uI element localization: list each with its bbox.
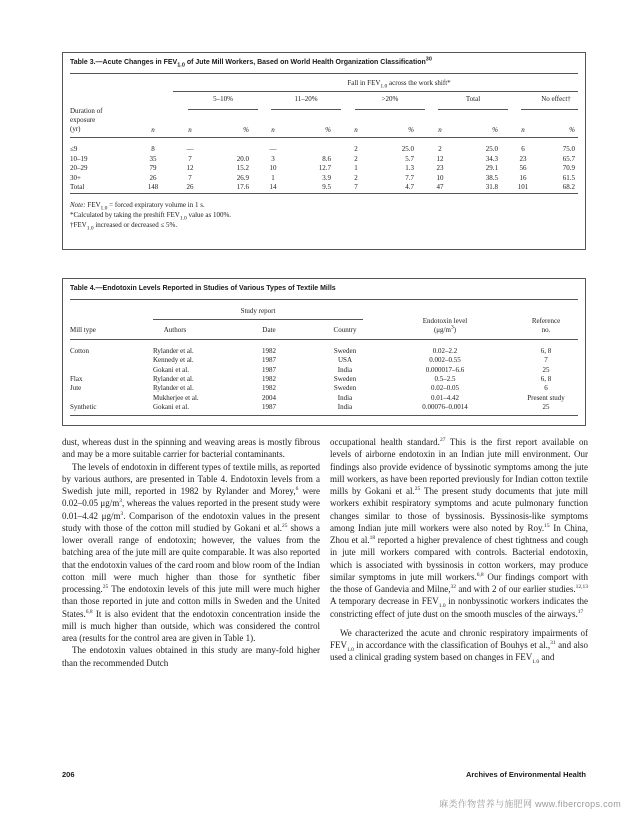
table-4-country: Sweden <box>333 347 357 355</box>
table-4-head-country: Country <box>333 326 357 334</box>
table-4-head-rule <box>70 339 578 340</box>
table-3-cell: — <box>186 145 194 153</box>
table-3-cell: 7 <box>188 154 192 163</box>
table-3-cell: 17.6 <box>236 183 249 191</box>
table-4-mill-type: Cotton <box>70 347 90 355</box>
table-4-country: India <box>337 393 353 402</box>
table-4-date: 1987 <box>262 356 276 365</box>
table-4-reference: 6 <box>544 384 548 393</box>
table-4-head-authors: Authors <box>163 326 187 334</box>
table-3-group-rule <box>521 109 578 110</box>
table-4-endotoxin-level: 0.000017–6.6 <box>425 365 465 374</box>
table-3-cell: 23 <box>436 164 444 172</box>
table-3-subhead: % <box>243 126 249 134</box>
watermark: 麻类作物营养与施肥网 www.fibercrops.com <box>439 799 621 809</box>
table-3-cell: 68.2 <box>562 183 575 191</box>
table-3-spanner: Fall in $FEV_{1.0}$ across the work shift* <box>347 79 451 90</box>
table-4-date: 1987 <box>262 365 276 374</box>
table-3-cell: 148 <box>147 183 159 191</box>
table-3-cell: 7.7 <box>405 173 414 182</box>
table-3-group-rule <box>271 109 341 110</box>
table-4-date: 1987 <box>262 402 276 411</box>
paragraph: dust, whereas dust in the spinning and weaving areas is mostly fibrous and may be a more suitable carrier for bacterial contaminants. <box>62 437 320 460</box>
table-4-date: 1982 <box>262 347 276 355</box>
table-3-cell: 2 <box>354 154 358 163</box>
table-3-subhead: % <box>569 126 575 134</box>
table-3-cell: 70.9 <box>562 164 575 172</box>
table-3-cell: 10 <box>269 164 277 172</box>
paragraph: We characterized the acute and chronic respiratory impairments of $FEV_{1.0}$ in accordance with the classification of Bouhys et al.,$^{31}$ and also used a clinical grading system based on changes in $FEV_{1.0}$ and <box>330 627 588 666</box>
table-3-subhead: n <box>354 126 358 134</box>
table-3-cell: 20.0 <box>236 154 249 163</box>
table-4-head-level-unit: $(\mu g/m^3)$ <box>433 324 457 334</box>
table-3-cell: 2 <box>354 145 358 153</box>
table-3-row-label: 30+ <box>70 173 81 182</box>
table-4-date: 2004 <box>262 393 276 402</box>
table-4-endotoxin-level: 0.01–4.42 <box>431 393 459 402</box>
table-3-cell: 75.0 <box>562 145 575 153</box>
table-4-country: Sweden <box>333 374 357 383</box>
table-3-stub-head: (yr) <box>70 125 81 133</box>
table-4-country: India <box>337 402 353 411</box>
table-3-head-rule <box>70 137 578 138</box>
table-4-author: Rylander et al. <box>153 374 194 383</box>
paragraph: The endotoxin values obtained in this study are many-fold higher than the recommended Dutch <box>62 645 320 668</box>
table-4-spanner: Study report <box>240 307 276 315</box>
table-3-footnote: *Calculated by taking the preshift $FEV_{1.0}$ value as 100%. <box>70 211 232 222</box>
table-3-cell: 29.1 <box>485 164 498 172</box>
table-3-stub-head: exposure <box>70 116 96 124</box>
table-3-row-label: ≤9 <box>70 145 78 153</box>
table-3-cell: 25.0 <box>485 145 498 153</box>
table-4-head-mill-type: Mill type <box>70 326 96 334</box>
table-3-subhead: % <box>325 126 331 134</box>
table-4-reference: 6, 8 <box>540 347 552 355</box>
table-4 <box>62 278 586 426</box>
table-3-cell: 1 <box>271 173 275 182</box>
table-3-cell: 2 <box>354 173 358 182</box>
table-3-row-label: Total <box>70 183 85 191</box>
table-3 <box>62 52 586 250</box>
table-3-group-head: >20% <box>381 95 399 103</box>
table-4-top-rule <box>70 299 578 300</box>
table-4-mill-type: Synthetic <box>70 402 97 411</box>
table-4-head-reference-no: no. <box>541 326 551 334</box>
table-4-spanner-rule <box>153 319 363 320</box>
table-4-author: Kennedy et al. <box>153 356 194 365</box>
table-3-group-rule <box>355 109 425 110</box>
table-4-reference: 25 <box>542 402 550 411</box>
table-3-cell: 38.5 <box>485 173 498 182</box>
body-column-right <box>330 436 588 664</box>
table-3-group-rule <box>438 109 508 110</box>
table-4-author: Gokani et al. <box>153 402 189 411</box>
table-4-endotoxin-level: 0.02–0.05 <box>431 384 459 393</box>
table-3-cell: 10 <box>436 173 444 182</box>
table-4-bottom-rule <box>70 415 578 416</box>
table-3-spanner-rule <box>173 91 578 92</box>
table-3-cell: — <box>269 145 277 153</box>
table-3-cell: 47 <box>436 183 444 191</box>
table-4-endotoxin-level: 0.02–2.2 <box>432 347 458 355</box>
table-4-reference: 25 <box>542 365 550 374</box>
table-3-cell: 101 <box>517 183 529 191</box>
table-3-group-head: 11–20% <box>294 95 318 103</box>
table-4-mill-type: Flax <box>70 374 83 383</box>
table-3-cell: 56 <box>519 164 527 172</box>
table-3-group-rule <box>188 109 258 110</box>
table-4-head-reference: Reference <box>531 317 561 325</box>
table-3-cell: 3 <box>271 154 275 163</box>
table-3-cell: 31.8 <box>485 183 498 191</box>
table-4-author: Rylander et al. <box>153 347 194 355</box>
table-3-cell: 1 <box>354 164 358 172</box>
journal-name: Archives of Environmental Health <box>465 770 586 779</box>
table-3-cell: 3.9 <box>322 173 331 182</box>
table-4-author: Gokani et al. <box>153 365 189 374</box>
table-3-subhead: n <box>271 126 275 134</box>
table-3-group-head: Total <box>465 95 481 103</box>
table-3-stub-head: Duration of <box>70 107 103 115</box>
table-4-author: Rylander et al. <box>153 384 194 393</box>
table-4-date: 1982 <box>262 374 276 383</box>
table-4-mill-type: Jute <box>70 384 82 393</box>
table-3-cell: 12.7 <box>318 164 331 172</box>
table-3-cell: 7 <box>354 183 358 191</box>
table-3-cell: 6 <box>521 145 525 153</box>
table-4-reference: Present study <box>527 393 565 402</box>
table-3-cell: 7 <box>188 173 192 182</box>
table-3-cell: 8.6 <box>322 154 331 163</box>
table-3-title: Table 3.—Acute Changes in $FEV_{1.0}$ of Jute Mill Workers, Based on World Health Organization Classification$^{30}$ <box>70 56 432 69</box>
table-4-head-level: Endotoxin level <box>422 317 468 325</box>
table-4-country: India <box>337 365 353 374</box>
table-3-cell: 35 <box>149 154 157 163</box>
table-3-group-head: 5–10% <box>213 95 233 103</box>
table-4-reference: 6, 8 <box>540 374 552 383</box>
table-4-endotoxin-level: 0.5–2.5 <box>434 374 456 383</box>
table-3-cell: 26 <box>186 183 194 191</box>
body-column-left <box>62 436 320 669</box>
table-3-cell: 1.3 <box>405 164 414 172</box>
table-3-subhead: n <box>438 126 442 134</box>
table-3-cell: 9.5 <box>322 183 331 191</box>
table-3-cell: 23 <box>519 154 527 163</box>
table-3-cell: 34.3 <box>485 154 498 163</box>
table-4-title: Table 4.—Endotoxin Levels Reported in Studies of Various Types of Textile Mills <box>70 285 336 292</box>
table-3-cell: 79 <box>149 164 157 172</box>
table-3-note: Note: $FEV_{1.0}$ = forced expiratory volume in 1 s. <box>70 201 205 212</box>
table-3-row-label: 20–29 <box>70 164 88 172</box>
table-3-cell: 12 <box>436 154 444 163</box>
table-3-cell: 26.9 <box>236 173 249 182</box>
table-3-cell: 8 <box>151 145 155 153</box>
table-3-bottom-rule <box>70 193 578 194</box>
table-4-country: Sweden <box>333 384 357 393</box>
table-3-cell: 5.7 <box>405 154 414 163</box>
table-3-cell: 14 <box>269 183 277 191</box>
table-4-country: USA <box>337 356 353 365</box>
table-4-endotoxin-level: 0.002–0.55 <box>429 356 461 365</box>
table-3-group-head: No effect† <box>541 95 571 103</box>
table-3-subhead: % <box>492 126 498 134</box>
table-4-endotoxin-level: 0.00076–0.0014 <box>422 402 468 411</box>
table-3-cell: 25.0 <box>401 145 414 153</box>
table-3-cell: 61.5 <box>562 173 575 182</box>
table-4-reference: 7 <box>544 356 548 365</box>
table-3-subhead: n <box>521 126 525 134</box>
table-3-subhead: n <box>151 126 155 134</box>
paragraph: The levels of endotoxin in different types of textile mills, as reported by various authors, are presented in Table 4. Endotoxin levels from a Swedish jute mill, reported in 1982 by Rylander and Morey,$^6$ were 0.02–0.05 $\mu g/m^3$, whereas the values reported in the present study were 0.01–4.42 $\mu g/m^3$. Comparison of the endotoxin values in the present study with those of the cotton mill studied by Gokani et al.$^{25}$ shows a lower overall range of endotoxin; however, the values from the batching area of the jute mill are quite comparable. It was also reported that the endotoxin values of the card room and blow room of the Indian cotton mill were much higher than those for synthetic fiber processing.$^{25}$ The endotoxin levels of this jute mill were much higher than those reported in jute and cotton mills in Sweden and the United States.$^{6,8}$ It is also evident that the endotoxin concentration inside the mill is much higher than outside, which was considered the control area (results for the control area are given in Table 1). <box>62 461 321 643</box>
table-4-date: 1982 <box>262 384 276 393</box>
table-3-subhead: % <box>408 126 414 134</box>
table-4-head-date: Date <box>262 326 276 334</box>
table-3-cell: 2 <box>438 145 442 153</box>
table-3-footnote: $\dagger FEV_{1.0}$ increased or decreased ≤ 5%. <box>70 221 178 232</box>
table-3-row-label: 10–19 <box>70 154 88 163</box>
table-3-cell: 16 <box>519 173 527 182</box>
table-3-top-rule <box>70 73 578 74</box>
table-4-author: Mukherjee et al. <box>153 393 199 402</box>
table-3-subhead: n <box>188 126 192 134</box>
table-3-cell: 26 <box>149 173 157 182</box>
table-3-cell: 15.2 <box>236 164 249 172</box>
table-3-cell: 12 <box>186 164 194 172</box>
paragraph: occupational health standard.$^{27}$ This is the first report available on levels of airborne endotoxin in an Indian jute mill environment. Our findings also provide evidence of byssinotic symptoms among the jute mill workers, as have been reported previously for Indian cotton textile mills by Gokani et al.$^{25}$ The present study documents that jute mill workers exhibit respiratory symptoms and acute pulmonary function changes similar to those of byssinosis. Byssinosis-like symptoms among Indian jute mill workers were also noted by Roy.$^{15}$ In China, Zhou et al.$^{18}$ reported a higher prevalence of chest tightness and cough in jute mill workers compared with controls. Bacterial endotoxin, which is associated with byssinosis in cotton workers, may produce similar symptoms in jute mill workers.$^{6,8}$ Our findings comport with the those of Gandevia and Milne,$^{32}$ and with 2 of our earlier studies.$^{12,13}$ A temporary decrease in $FEV_{1.0}$ in nonbyssinotic workers indicates the constricting effect of jute dust on the smooth muscles of the airways.$^{17}$ <box>330 437 589 619</box>
table-3-cell: 65.7 <box>562 154 575 163</box>
table-3-cell: 4.7 <box>405 183 414 191</box>
page-number: 206 <box>62 770 75 779</box>
